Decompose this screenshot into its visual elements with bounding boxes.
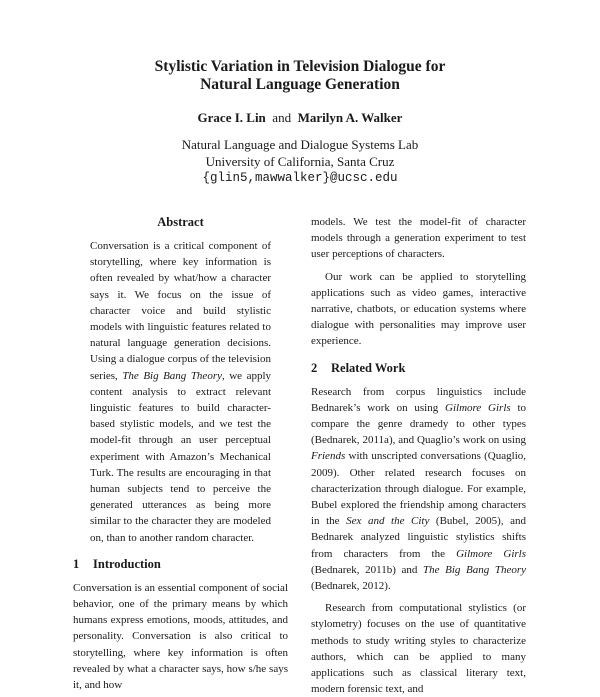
section-heading-related-work — [311, 360, 526, 376]
related-work-paragraph: Research from computational stylistics (or stylometry) focuses on the use of quantitative methods to study writing styles to characterize authors, which can be applied to many applications such as classical literary text, modern forensic text, and — [311, 602, 526, 696]
abstract-text — [73, 238, 288, 546]
show-title: Gilmore Girls — [445, 401, 511, 414]
introduction-paragraph: Conversation is an essential component of social behavior, one of the primary means by which humans express emotions, moods, attitudes, and personality. Conversation is also critical to storytelling, where key information is often revealed by what a character says, how s/he says it, and how — [73, 581, 288, 692]
section-title: Introduction — [93, 556, 161, 571]
text-run: with unscripted conversations (Quaglio, 2009). Other related research focuses on characterization through dialogue. For example, Bubel explored the friendship among characters in the — [311, 450, 526, 528]
left-column — [73, 214, 288, 693]
text-run: Research from corpus linguistics include Bednarek’s work on using — [311, 385, 526, 414]
body-paragraph: models. We test the model-fit of character models through a generation experiment to test user perceptions of characters. — [311, 216, 526, 261]
section-heading-introduction — [73, 556, 288, 572]
right-column — [311, 214, 526, 697]
show-title: Friends — [311, 450, 346, 463]
show-title: Gilmore Girls — [456, 547, 527, 560]
section-number: 2 — [311, 360, 318, 375]
affiliation — [0, 137, 600, 187]
abstract-text-part: Conversation is a critical component of storytelling, where key information is often revealed by what/how a character says it. We focus on the issue of character voice and build stylistic models with linguistic features related to natural language generation decisions. Using a dialogue corpus of the television series, — [90, 240, 271, 382]
paper-title — [0, 58, 600, 94]
title-line-1: Stylistic Variation in Television Dialogue for — [154, 58, 446, 75]
text-run: (Bednarek, 2012). — [311, 580, 391, 593]
section-title: Related Work — [331, 360, 406, 375]
section-number: 1 — [73, 556, 80, 571]
text-run: to compare the genre dramedy to other types (Bednarek, 2011a), and Quaglio’s work on using — [311, 401, 526, 447]
author-list — [0, 110, 600, 126]
text-run: (Bednarek, 2011b) and — [311, 563, 424, 576]
show-title: Sex and the City — [346, 515, 430, 528]
text-run: (Bubel, 2005), and Bednarek analyzed linguistic stylistics shifts from characters from the — [311, 515, 527, 560]
abstract-heading: Abstract — [157, 215, 204, 229]
author-name: Marilyn A. Walker — [297, 110, 403, 125]
abstract-text-part: , we apply content analysis to extract relevant linguistic features to build character-based stylistic models, and we test the model-fit through an user perceptual experiment with Amazon’s Mechanical Turk. The results are encouraging in that human subjects tend to perceive the generated utterances as being more similar to the character they are modeled on, than to another random character. — [90, 369, 272, 544]
title-line-2: Natural Language Generation — [200, 76, 400, 93]
author-conjunction: and — [272, 110, 292, 125]
show-title: The Big Bang Theory — [423, 563, 526, 576]
lab-name: Natural Language and Dialogue Systems Lab — [181, 137, 419, 152]
author-name: Grace I. Lin — [197, 110, 266, 125]
show-title: The Big Bang Theory — [122, 369, 222, 382]
body-paragraph: Our work can be applied to storytelling applications such as video games, interactive narrative, chatbots, or education systems where dialogue with personalities may improve user experience. — [311, 270, 526, 348]
author-emails: {glin5,mawwalker}@ucsc.edu — [202, 171, 398, 185]
related-work-paragraph — [311, 384, 526, 595]
university-name: University of California, Santa Cruz — [205, 153, 395, 169]
